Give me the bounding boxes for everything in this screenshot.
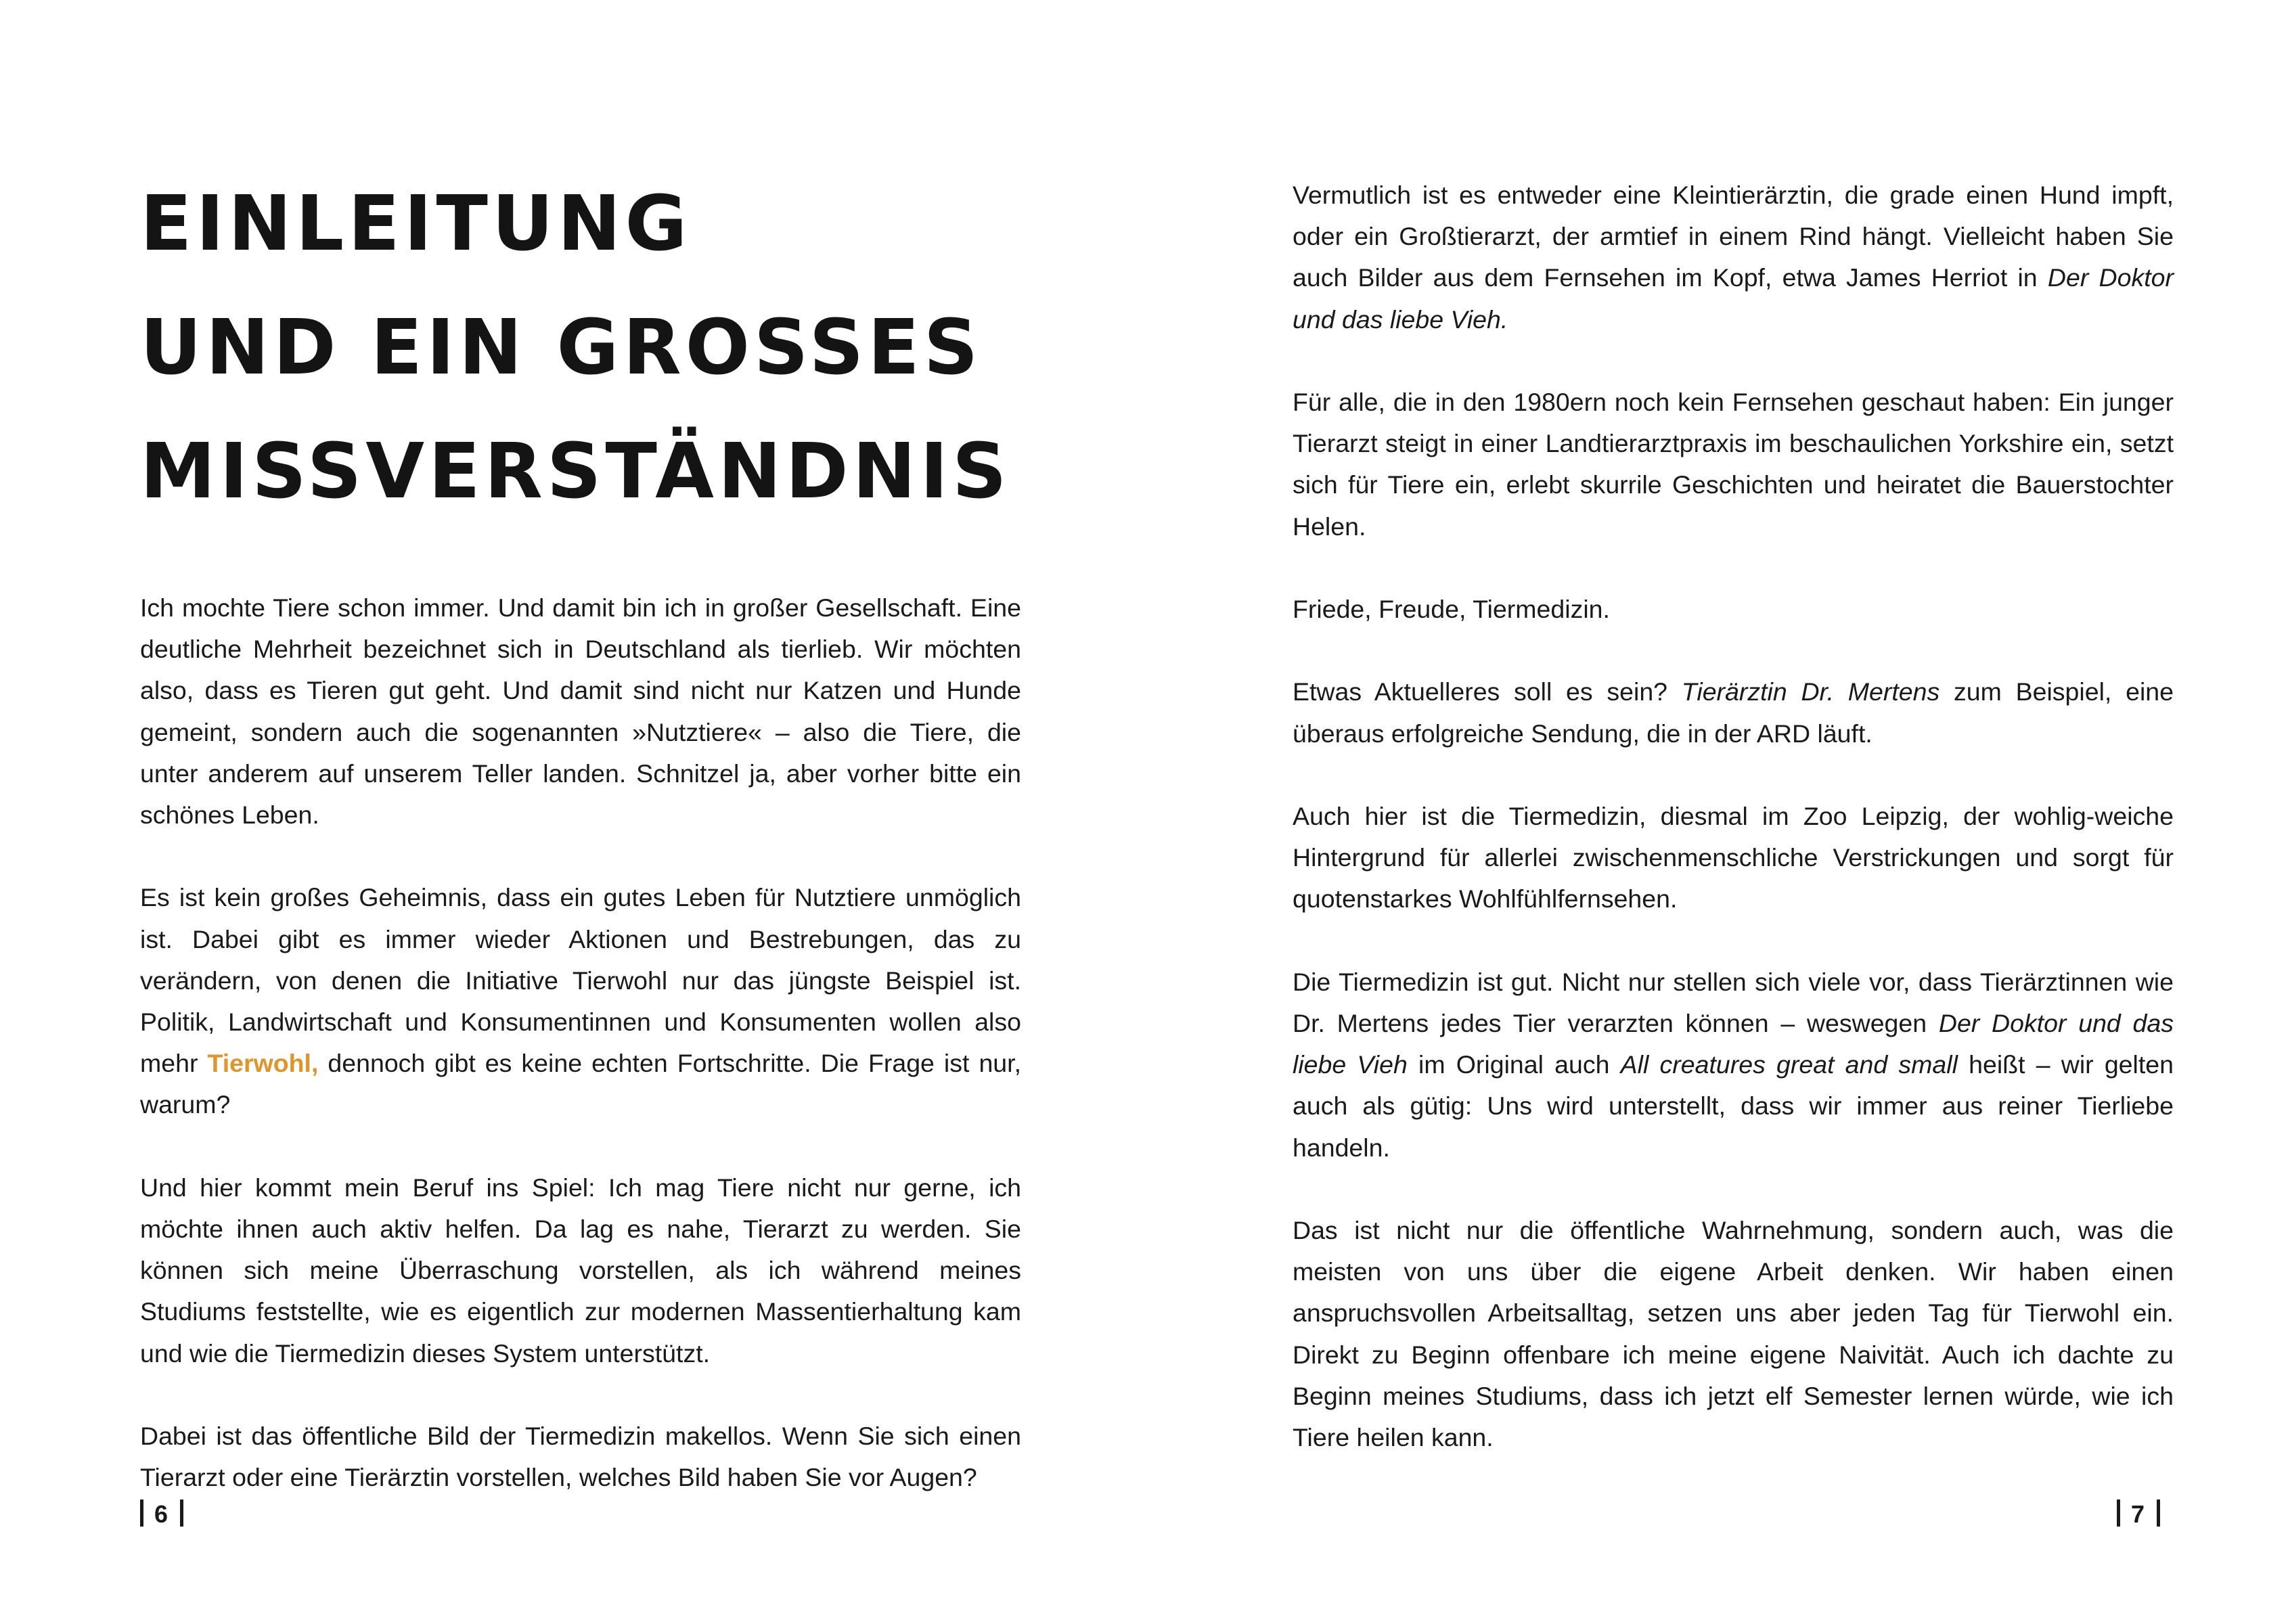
paragraph: Das ist nicht nur die öffentliche Wahrnehmung, sondern auch, was die meisten von uns über die eigene Arbeit denken. Wir haben einen anspruchsvollen Arbeitsalltag, setzen uns aber jeden Tag für Tierwohl ein. Direkt zu Beginn offenbare ich meine eigene Naivität. Auch ich dachte zu Beginn meines Studiums, dass ich jetzt elf Semester lernen würde, wie ich Tiere heilen kann. xyxy=(1293,1215,2174,1451)
chapter-title xyxy=(140,162,1087,534)
paragraph-text: heißt – wir gelten auch als gütig: Uns wird unterstellt, dass wir immer aus reiner Tierliebe handeln. xyxy=(1293,1050,2174,1162)
show-title: Tierärztin Dr. Mertens xyxy=(1681,677,1940,706)
paragraph: Friede, Freude, Tiermedizin. xyxy=(1293,595,1610,623)
left-body-text xyxy=(140,587,1021,1498)
paragraph-text: dennoch gibt es keine echten Fortschritte. Die Frage ist nur, warum? xyxy=(140,1049,1021,1119)
page-number-value: 6 xyxy=(154,1500,170,1528)
page-number-left xyxy=(140,1498,183,1531)
page-number-bar xyxy=(140,1499,143,1527)
book-title: Der Doktor und das liebe Vieh xyxy=(1293,1008,2174,1079)
paragraph: Auch hier ist die Tiermedizin, diesmal im Zoo Leipzig, der wohlig-weiche Hintergrund für allerlei zwischenmenschliche Verstrickungen und sorgt für quotenstarkes Wohlfühlfernsehen. xyxy=(1293,801,2174,914)
right-body-text xyxy=(1293,175,2174,1458)
paragraph xyxy=(1293,962,2174,1169)
paragraph-text: im Original auch xyxy=(1407,1050,1621,1079)
title-line-1: EINLEITUNG xyxy=(140,180,692,268)
original-title: All creatures great and small xyxy=(1620,1050,1958,1079)
paragraph-text: Die Tiermedizin ist gut. Nicht nur stellen sich viele vor, dass Tierärztinnen wie Dr. Mertens jedes Tier verarzten können – weswegen xyxy=(1293,967,2174,1037)
paragraph xyxy=(1293,671,2174,754)
paragraph-text: Vermutlich ist es entweder eine Kleintierärztin, die grade einen Hund impft, oder ein Großtierarzt, der armtief in einem Rind hängt. Vielleicht haben Sie auch Bilder aus dem Fernsehen im Kopf, etwa James Herriot in xyxy=(1293,181,2174,292)
paragraph: Und hier kommt mein Beruf ins Spiel: Ich mag Tiere nicht nur gerne, ich möchte ihnen auch aktiv helfen. Da lag es nahe, Tierarzt zu werden. Sie können sich meine Überraschung vorstellen, als ich während meines Studiums feststellte, wie es eigentlich zur modernen Massentierhaltung kam und wie die Tiermedizin dieses System unterstützt. xyxy=(140,1173,1021,1368)
title-line-3: MISSVERSTÄNDNIS xyxy=(140,428,1011,516)
right-page xyxy=(1144,0,2288,1624)
page-number-bar xyxy=(2157,1499,2160,1527)
page-number-value: 7 xyxy=(2131,1500,2147,1528)
page-number-bar xyxy=(180,1499,183,1527)
paragraph: Für alle, die in den 1980ern noch kein Fernsehen geschaut haben: Ein junger Tierarzt steigt in einer Landtierarztpraxis im beschaulichen Yorkshire ein, setzt sich für Tiere ein, erlebt skurrile Geschichten und heiratet die Bauerstochter Helen. xyxy=(1293,388,2174,541)
paragraph-text: zum Beispiel, eine überaus erfolgreiche Sendung, die in der ARD läuft. xyxy=(1293,677,2174,748)
paragraph xyxy=(1293,175,2174,340)
page-number-bar xyxy=(2117,1499,2120,1527)
page-number-right xyxy=(2117,1498,2160,1531)
title-line-2: UND EIN GROSSES xyxy=(140,304,983,392)
book-title: Der Doktor und das liebe Vieh. xyxy=(1293,263,2174,334)
paragraph: Ich mochte Tiere schon immer. Und damit bin ich in großer Gesellschaft. Eine deutliche Mehrheit bezeichnet sich in Deutschland als tierlieb. Wir möchten also, dass es Tieren gut geht. Und damit sind nicht nur Katzen und Hunde gemeint, sondern auch die sogenannten »Nutztiere« – also die Tiere, die unter anderem auf unserem Teller landen. Schnitzel ja, aber vorher bitte ein schönes Leben. xyxy=(140,593,1021,830)
highlight-term-tierwohl: Tierwohl, xyxy=(207,1049,319,1078)
paragraph-text: Etwas Aktuelleres soll es sein? xyxy=(1293,677,1682,706)
paragraph xyxy=(140,877,1021,1125)
paragraph: Dabei ist das öffentliche Bild der Tiermedizin makellos. Wenn Sie sich einen Tierarzt oder eine Tierärztin vorstellen, welches Bild haben Sie vor Augen? xyxy=(140,1422,1021,1492)
paragraph-text: Es ist kein großes Geheimnis, dass ein gutes Leben für Nutztiere unmöglich ist. Dabei gibt es immer wieder Aktionen und Bestrebungen, das zu verändern, von denen die Initiative Tierwohl nur das jüngste Beispiel ist. Politik, Landwirtschaft und Konsumentinnen und Konsumenten wollen also mehr xyxy=(140,883,1021,1078)
